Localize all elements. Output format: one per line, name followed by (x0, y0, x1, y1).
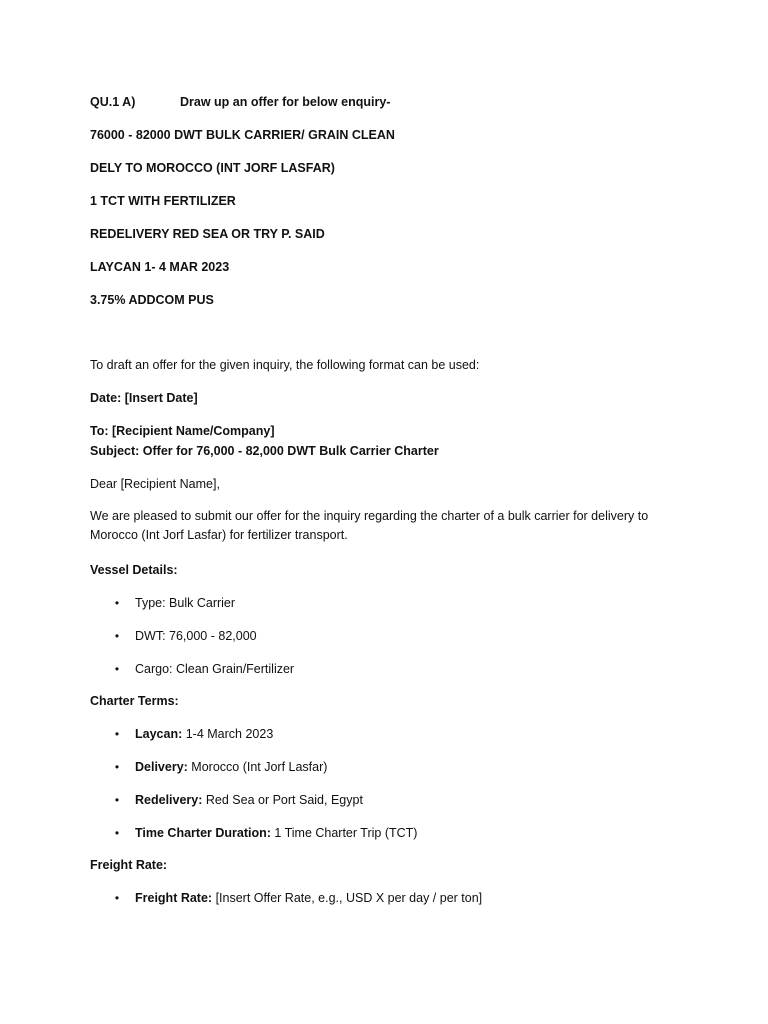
bullet-icon: • (114, 629, 120, 643)
question-label: QU.1 A) (90, 95, 136, 109)
freight-rate-item (135, 890, 482, 906)
term-value: Morocco (Int Jorf Lasfar) (187, 760, 328, 774)
rate-label: Freight Rate: (135, 891, 213, 905)
term-label: Delivery: (135, 760, 188, 774)
bullet-icon: • (114, 727, 120, 741)
date-line: Date: [Insert Date] (90, 391, 198, 405)
enquiry-line: 3.75% ADDCOM PUS (90, 293, 214, 307)
vessel-details-heading: Vessel Details: (90, 563, 178, 577)
charter-term-item (135, 759, 327, 775)
freight-rate-heading: Freight Rate: (90, 858, 168, 872)
enquiry-line: 1 TCT WITH FERTILIZER (90, 194, 236, 208)
charter-term-item (135, 792, 363, 808)
rate-value: [Insert Offer Rate, e.g., USD X per day / per ton] (212, 891, 483, 905)
bullet-icon: • (114, 662, 120, 676)
to-line: To: [Recipient Name/Company] (90, 424, 275, 438)
term-label: Time Charter Duration: (135, 826, 271, 840)
bullet-icon: • (114, 596, 120, 610)
enquiry-line: LAYCAN 1- 4 MAR 2023 (90, 260, 230, 274)
charter-term-item (135, 726, 273, 742)
term-value: 1 Time Charter Trip (TCT) (270, 826, 418, 840)
term-label: Laycan: (135, 727, 183, 741)
bullet-icon: • (114, 760, 120, 774)
enquiry-line: REDELIVERY RED SEA OR TRY P. SAID (90, 227, 325, 241)
term-label: Redelivery: (135, 793, 203, 807)
vessel-detail-item: Cargo: Clean Grain/Fertilizer (135, 662, 295, 676)
bullet-icon: • (114, 891, 120, 905)
enquiry-line: 76000 - 82000 DWT BULK CARRIER/ GRAIN CLEAN (90, 128, 395, 142)
vessel-detail-item: DWT: 76,000 - 82,000 (135, 629, 257, 643)
charter-terms-heading: Charter Terms: (90, 694, 179, 708)
body-paragraph: We are pleased to submit our offer for the inquiry regarding the charter of a bulk carrier for delivery to Morocco (Int Jorf Lasfar) for fertilizer transport. (90, 509, 649, 542)
intro-text: To draft an offer for the given inquiry, the following format can be used: (90, 358, 480, 372)
question-line (90, 94, 390, 110)
charter-term-item (135, 825, 417, 841)
enquiry-line: DELY TO MOROCCO (INT JORF LASFAR) (90, 161, 335, 175)
term-value: Red Sea or Port Said, Egypt (202, 793, 363, 807)
term-value: 1-4 March 2023 (182, 727, 274, 741)
vessel-detail-item: Type: Bulk Carrier (135, 596, 236, 610)
bullet-icon: • (114, 793, 120, 807)
bullet-icon: • (114, 826, 120, 840)
question-prompt: Draw up an offer for below enquiry- (180, 95, 391, 109)
salutation: Dear [Recipient Name], (90, 477, 220, 491)
subject-line: Subject: Offer for 76,000 - 82,000 DWT Bulk Carrier Charter (90, 444, 439, 458)
